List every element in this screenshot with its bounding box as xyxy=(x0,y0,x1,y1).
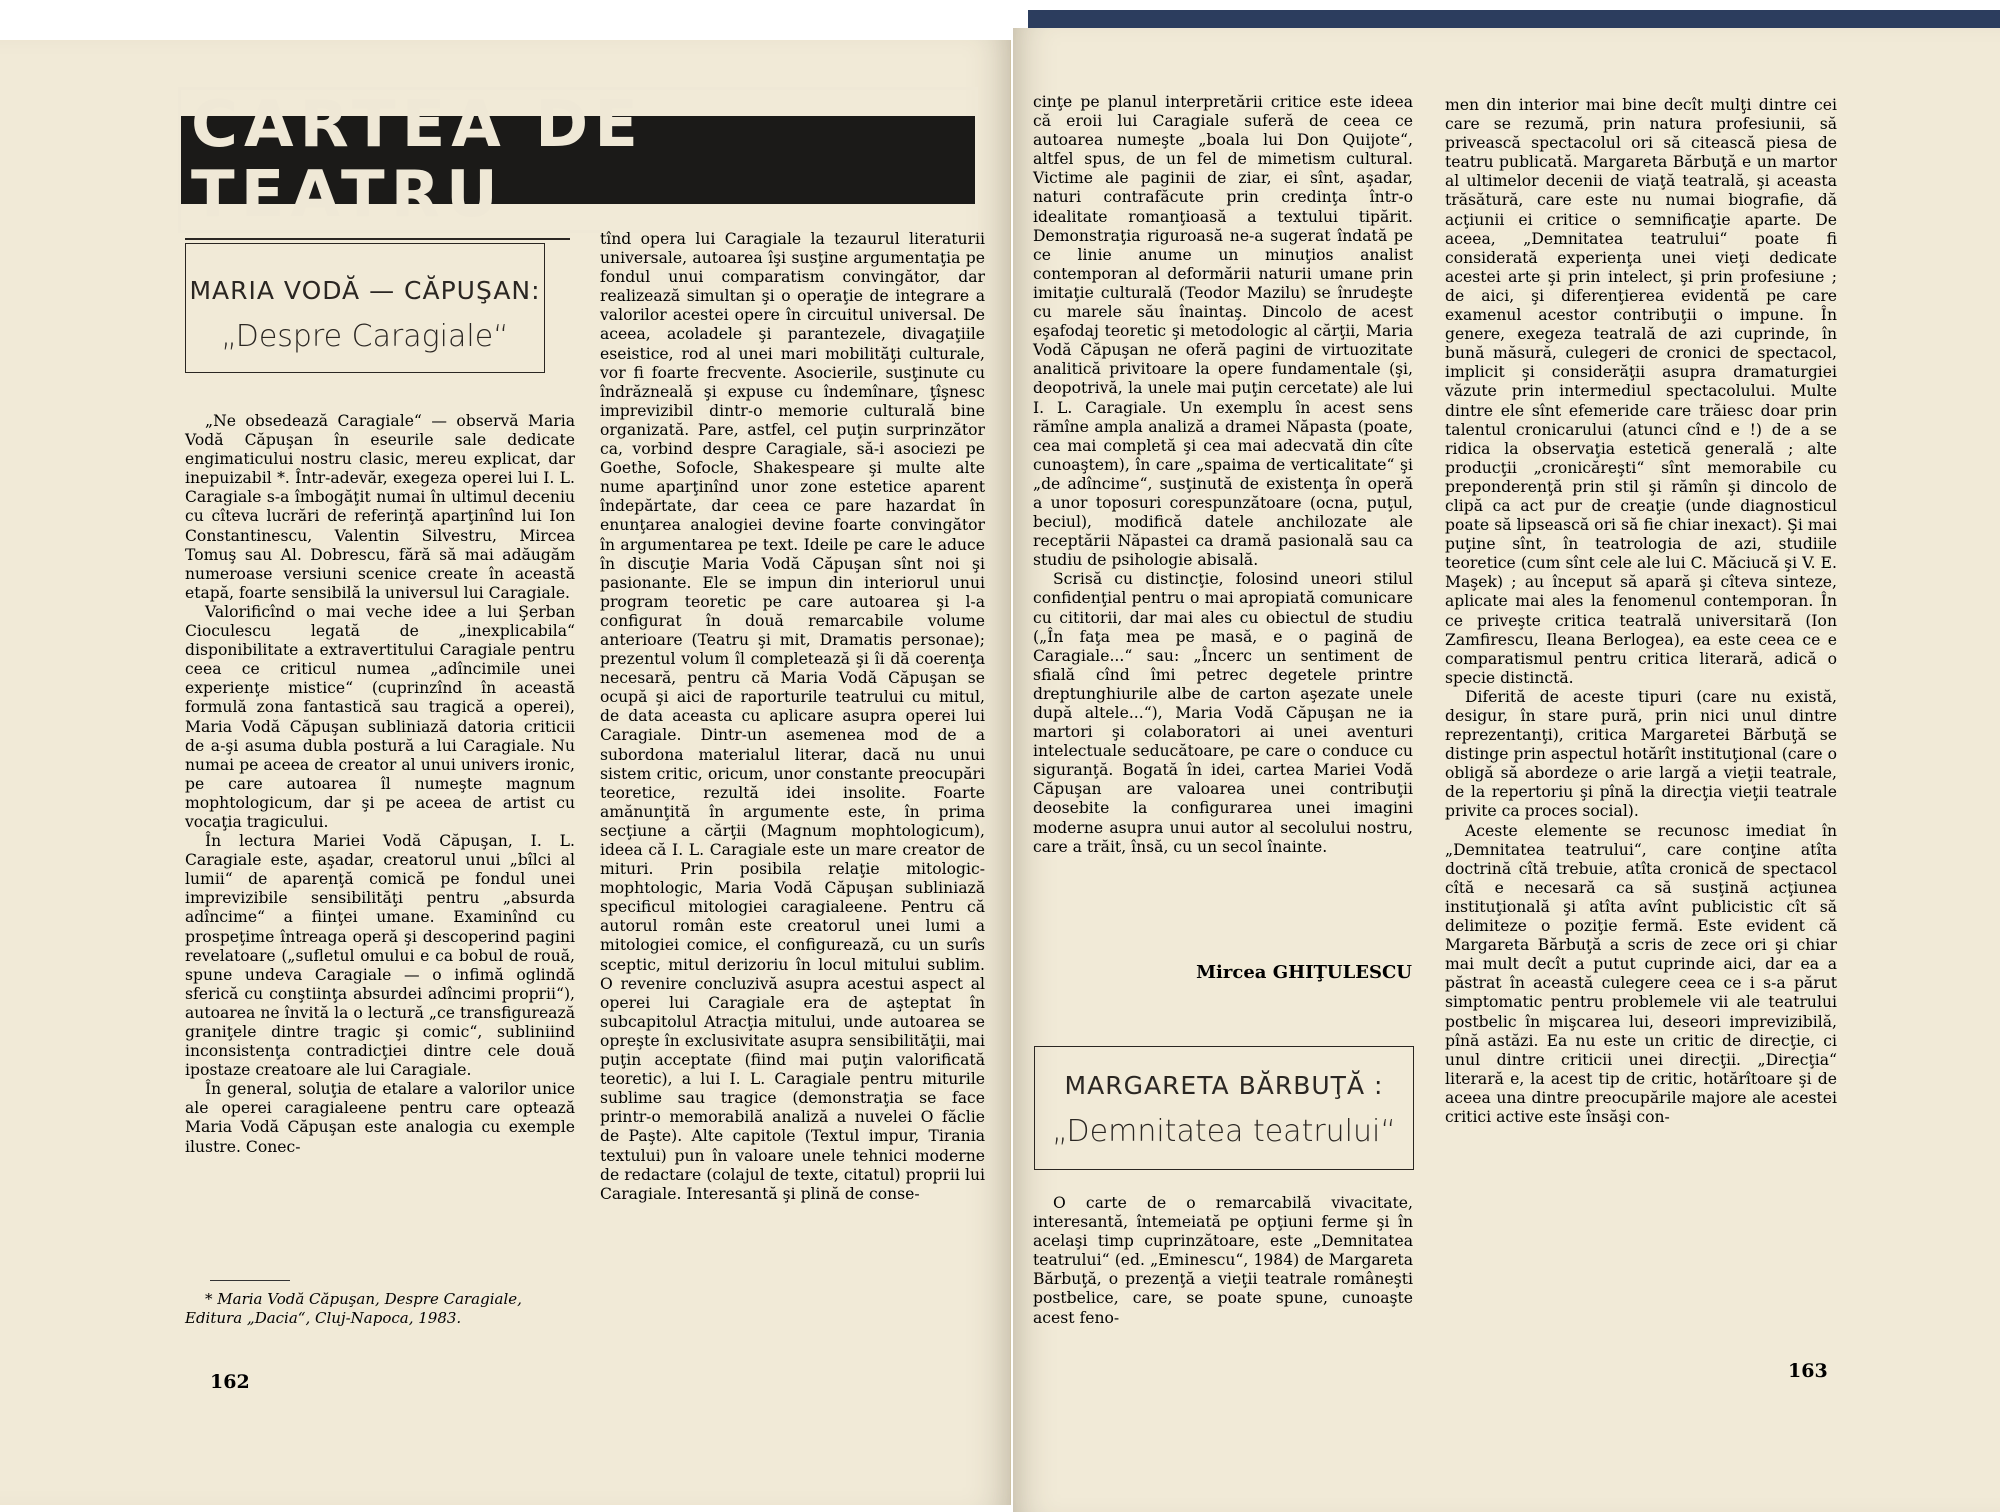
review1-author: MARIA VODĂ — CĂPUŞAN: xyxy=(189,276,541,305)
review1-signature: Mircea GHIŢULESCU xyxy=(1196,962,1412,983)
review1-column-3 xyxy=(1033,93,1413,857)
review2-column-1 xyxy=(1033,1194,1413,1328)
book-cover-top xyxy=(1028,10,2000,30)
paragraph: Valorificînd o mai veche idee a lui Şerban Cioculescu legată de „inexplicabila“ disponibilitate a extravertitului Caragiale pentru ceea ce criticul numea „adîncimile unei experienţe mistice“ (cuprinzînd în această formulă zona fantastică sau tragică a operei), Maria Vodă Căpuşan subliniază datoria criticii de a-şi asuma dubla postură a lui Caragiale. Nu numai pe aceea de creator al unui univers ironic, pe care autoarea îl numeşte magnum mophtologicum, dar şi pe aceea de artist cu vocaţia tragicului. xyxy=(185,602,575,831)
review1-column-1 xyxy=(185,412,575,1157)
paragraph: Aceste elemente se recunosc imediat în „Demnitatea teatrului“, care conţine atîta doctrină cîtă trebuie, atîta cronică de spectacol cîtă e necesară ca să susţină acţiunea instituţională şi atîta avînt publicistic cît să delimiteze o poziţie fermă. Este evident că Margareta Bărbuţă a scris de zece ori şi chiar mai mult decît a putut cuprinde aici, dar ea a păstrat în această culegere ceea ce i s-a părut simptomatic pentru problemele vii ale teatrului postbelic în mişcarea lui, deseori imprevizibilă, pînă astăzi. Ea nu este un critic de direcţie, ci unul dintre criticii unei direcţii. „Direcţia“ literară e, la acest tip de critic, hotărîtoare şi de aceea una dintre preocupările majore ale acestei critici active este însăşi con- xyxy=(1445,821,1837,1126)
review1-column-2 xyxy=(600,230,985,1204)
paragraph: cinţe pe planul interpretării critice este ideea că eroii lui Caragiale suferă de ceea ce autoarea numeşte „boala lui Don Quijote“, altfel spus, de un fel de mimetism cultural. Victime ale paginii de ziar, ei sînt, aşadar, naturi contrafăcute prin credinţa într-o idealitate romanţioasă a textului tipărit. Demonstraţia riguroasă ne-a sugerat îndată pe ce linie anume un minuţios analist contemporan al deformării naturii umane prin imitaţie culturală (Teodor Mazilu) se înrudeşte cu marele său înaintaş. Dincolo de acest eşafodaj teoretic şi metodologic al cărţii, Maria Vodă Căpuşan ne oferă pagini de virtuozitate analitică privitoare la opere fundamentale (şi, deopotrivă, la unele mai puţin cercetate) ale lui I. L. Caragiale. Un exemplu în acest sens rămîne ampla analiză a dramei Năpasta (poate, cea mai completă şi cea mai adecvată din cîte cunoaştem), în care „spaima de verticalitate“ şi „de adîncime“, susţinută de existenţa în operă a unor toposuri corespunzătoare (ocna, puţul, beciul), modifică datele anchilozate ale receptării Năpastei ca dramă pasională sau ca studiu de psihologie abisală. xyxy=(1033,93,1413,570)
review2-author: MARGARETA BĂRBUŢĂ : xyxy=(1064,1071,1384,1100)
footnote: * Maria Vodă Căpuşan, Despre Caragiale, Editura „Dacia“, Cluj-Napoca, 1983. xyxy=(185,1290,522,1327)
paragraph: În general, soluţia de etalare a valorilor unice ale operei caragialeene pentru care optează Maria Vodă Căpuşan este analogia cu exemple ilustre. Conec- xyxy=(185,1080,575,1156)
review1-book-title: „Despre Caragiale“ xyxy=(221,319,509,354)
paragraph: Scrisă cu distincţie, folosind uneori stilul confidenţial pentru o mai apropiată comunicare cu cititorii, dar mai ales cu obiectul de studiu („În faţa mea pe masă, e o pagină de Caragiale...“ sau: „Încerc un sentiment de sfială cînd îmi petrec degetele printre dreptunghiurile albe de carton aşezate unele după altele...“), Maria Vodă Căpuşan ne ia martori şi colaboratori ai unei aventuri intelectuale seducătoare, pe care o conduce cu siguranţă. Bogată în idei, cartea Mariei Vodă Căpuşan are valoarea unei contribuţii deosebite la configurarea unei imagini moderne asupra unui autor al secolului nostru, care a trăit, însă, cu un secol înainte. xyxy=(1033,570,1413,856)
paragraph: O carte de o remarcabilă vivacitate, interesantă, întemeiată pe opţiuni ferme şi în acelaşi timp cuprinzătoare, este „Demnitatea teatrului“ (ed. „Eminescu“, 1984) de Margareta Bărbuţă, o prezenţă a vieţii teatrale româneşti postbelice, care, se poate spune, cunoaşte acest feno- xyxy=(1033,1194,1413,1327)
paragraph: Diferită de aceste tipuri (care nu există, desigur, în stare pură, prin nici unul dintre reprezentanţi), critica Margaretei Bărbuţă se distinge prin aspectul hotărît instituţional (care o obligă să abordeze o arie largă a vieţii teatrale, de la repertoriu şi pînă la direcţia vieţii teatrale privite ca proces social). xyxy=(1445,687,1837,821)
review2-book-title: „Demnitatea teatrului“ xyxy=(1052,1114,1396,1149)
section-banner xyxy=(178,88,978,232)
paragraph: În lectura Mariei Vodă Căpuşan, I. L. Caragiale este, aşadar, creatorul unui „bîlci al lumii“ de aparenţă comică pe fondul unei imprevizibile sensibilităţi pentru „absurda adîncime“ a fiinţei umane. Examinînd cu prospeţime întreaga operă şi descoperind pagini revelatoare („sufletul omului e ca bobul de rouă, spune undeva Caragiale — o infimă oglindă sferică cu conştiinţa absurdei adîncimi proprii“), autoarea ne învită la o lectură „ce transfigurează graniţele dintre tragic şi comic“, subliniind inconsistenţa contradicţiei dintre cele două ipostaze creatoare ale lui Caragiale. xyxy=(185,832,575,1080)
footnote-rule xyxy=(210,1280,290,1281)
paragraph: tînd opera lui Caragiale la tezaurul literaturii universale, autoarea îşi susţine argumentaţia pe fondul unui comparatism convingător, dar realizează simultan şi o operaţie de integrare a valorilor acestei opere în circuitul universal. De aceea, acoladele şi parantezele, divagaţiile eseistice, rod al unei mari mobilităţi culturale, vor fi foarte frecvente. Asocierile, susţinute cu îndrăzneală şi expuse cu îndemînare, ţîşnesc imprevizibil dintr-o memorie culturală bine organizată. Pare, astfel, cel puţin surprinzător ca, vorbind despre Caragiale, să-i asociezi pe Goethe, Sofocle, Shakespeare şi multe alte nume aparţinînd unor zone estetice aparent îndepărtate, dar ceea ce pare hazardat în enunţarea analogiei devine foarte convingător în argumentarea pe text. Ideile pe care le aduce în discuţie Maria Vodă Căpuşan sînt noi şi pasionante. Ele se impun din interiorul unui program teoretic pe care autoarea şi l-a configurat în două remarcabile volume anterioare (Teatru şi mit, Dramatis personae); prezentul volum îl completează şi îi dă coerenţa necesară, pentru că Maria Vodă Căpuşan se ocupă şi aici de raporturile teatrului cu mitul, de data aceasta cu aplicare asupra operei lui Caragiale. Dintr-un asemenea mod de a subordona materialul literar, dacă nu unui sistem critic, oricum, unor constante preocupări teoretice, rezultă idei insolite. Foarte amănunţită în argumente este, în prima secţiune a cărţii (Magnum mophtologicum), ideea că I. L. Caragiale este un mare creator de mituri. Prin posibila relaţie mitologic-mophtologic, Maria Vodă Căpuşan subliniază specificul mitologiei caragialeene. Pentru că autorul român este creatorul unei lumi a mitologiei comice, el configurează, cu un surîs sceptic, mitul derizoriu în locul mitului sublim. O revenire concluzivă asupra acestui aspect al operei lui Caragiale era de aşteptat în subcapitolul Atracţia mitului, unde autoarea se opreşte în exclusivitate asupra sensibilităţii, mai puţin acceptate (fiind mai puţin valorificată teoretic), a lui I. L. Caragiale pentru miturile sublime sau tragice (demonstraţia se face printr-o memorabilă analiză a nuvelei O făclie de Paşte). Alte capitole (Textul impur, Tirania textului) pun în valoare unele tehnici moderne de redactare (colajul de texte, citatul) proprii lui Caragiale. Interesantă şi plină de conse- xyxy=(600,230,985,1203)
paragraph: „Ne obsedează Caragiale“ — observă Maria Vodă Căpuşan în eseurile sale dedicate engimaticului nostru clasic, mereu explicat, dar inepuizabil *. Într-adevăr, exegeza operei lui I. L. Caragiale s-a îmbogăţit numai în ultimul deceniu cu cîteva lucrări de referinţă aparţinînd lui Ion Constantinescu, Valentin Silvestru, Mircea Tomuş sau Al. Dobrescu, fără să mai adăugăm numeroase versiuni scenice create în această etapă, foarte sensibilă la universul lui Caragiale. xyxy=(185,412,575,602)
paragraph: men din interior mai bine decît mulţi dintre cei care se rezumă, prin natura profesiunii, să privească spectacolul ori să citească piesa de teatru publicată. Margareta Bărbuţă e un martor al ultimelor decenii de viaţă teatrală, şi aceasta trăsătură, care este nu numai biografie, dă acţiunii ei critice o semnificaţie aparte. De aceea, „Demnitatea teatrului“ poate fi considerată experienţa unei vieţi dedicate acestei arte şi prin intelect, şi prin profesiune ; de aici, şi diferenţierea evidentă pe care examenul acestor contribuţii o impune. În genere, exegeza teatrală de azi cuprinde, în bună măsură, culegeri de cronici de spectacol, implicit şi considerăţii asupra dramaturgiei văzute prin intermediul spectacolului. Multe dintre ele sînt efemeride care trăiesc doar prin talentul cronicarului (atunci cînd e !) de a se ridica la observaţia estetică generală ; alte producţii „cronicăreşti“ sînt memorabile cu preponderenţă prin stil şi rămîn şi dincolo de clipă ca act pur de creaţie (unde diagnosticul poate să lipsească ori să fie chiar inexact). Şi mai puţine sînt, în teatrologia de azi, studiile teoretice (cum sînt cele ale lui C. Măciucă şi V. E. Maşek) ; au început să apară şi cîteva sinteze, aplicate mai ales la fenomenul contemporan. În ce priveşte critica teatrală universitară (Ion Zamfirescu, Ileana Berlogea), ea este ceea ce e comparatismul pentru critica literară, adică o specie distinctă. xyxy=(1445,96,1837,687)
review2-column-2 xyxy=(1445,96,1837,1127)
review2-title-box xyxy=(1034,1046,1414,1170)
page-number-right: 163 xyxy=(1788,1360,1828,1382)
title-box-rule xyxy=(185,238,570,240)
review1-title-box xyxy=(185,243,545,373)
page-number-left: 162 xyxy=(210,1371,250,1393)
section-banner-text: CARTEA DE TEATRU xyxy=(178,87,978,233)
